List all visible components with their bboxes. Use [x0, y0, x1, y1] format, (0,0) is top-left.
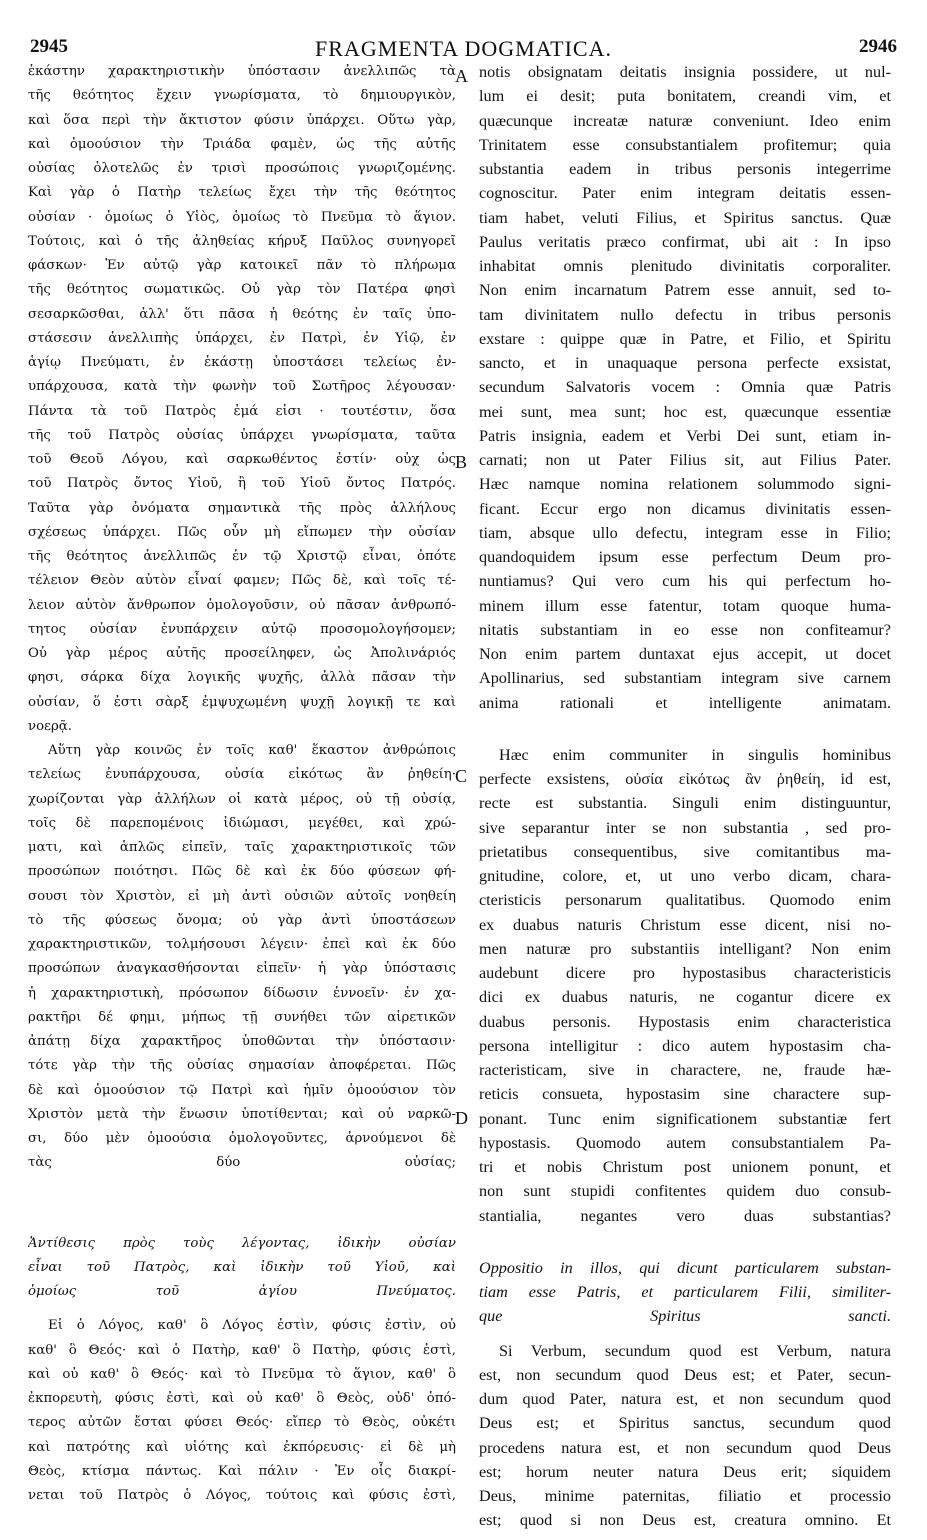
text-line: notis obsignatam deitatis insignia possidere, ut nul- — [479, 63, 891, 81]
text-line: nuntiamus? Qui vero cum his qui perfectum ho- — [479, 572, 891, 591]
text-line: καὶ πατρότης καὶ υἱότης καὶ ἐκπόρευσις· εἰ δὲ μὴ — [28, 1439, 456, 1455]
greek-paragraph-2 — [28, 739, 456, 1176]
text-line: prietatibus consequentibus, sive comitantibus ma- — [479, 842, 891, 861]
text-line: τῆς θεότητος ἀνελλιπῶς ἐν τῷ Χριστῷ εἶναι, ὁπότε — [28, 549, 456, 564]
text-line: dum quod Pater, natura est, et non secundum quod — [479, 1390, 891, 1408]
section-marker-a: A — [455, 66, 468, 86]
text-line: ἀπάτῃ δίχα χαρακτῆρος ὑποθῶνται τὴν ὑπόστασιν· — [28, 1034, 456, 1049]
text-line: τέλειον Θεὸν αὐτὸν εἶναί φαμεν; Πῶς δὲ, καὶ τοῖς τέ- — [28, 573, 456, 589]
text-line: exstare : quippe quæ in Patre, et Filio, et Spiritu — [479, 329, 891, 348]
text-line: duabus personis. Hypostasis enim characteristica — [479, 1012, 891, 1031]
text-line: Si Verbum, secundum quod est Verbum, natura — [499, 1341, 891, 1360]
text-line: recte est substantia. Singuli enim distinguuntur, — [479, 794, 891, 813]
text-line: hypostasis. Quomodo autem consubstantialem Pa- — [479, 1133, 891, 1152]
text-line: Deus est; et Spiritus sanctus, secundum quod — [479, 1414, 891, 1433]
text-line: lum ei desit; puta bonitatem, creandi vim, et — [479, 87, 891, 106]
text-line: Non enim partem duntaxat ejus accepit, ut docet — [479, 645, 891, 663]
text-line: perfecte exsistens, οὐσία εἰκότως ἂν ῥηθείη, id est, — [479, 770, 891, 788]
text-line: τῆς θεότητος ἔχειν γνωρίσματα, τὸ δημιουργικὸν, — [28, 88, 456, 104]
section-marker-c: C — [455, 766, 468, 786]
running-title: FRAGMENTA DOGMATICA. — [315, 36, 612, 61]
text-line: Oppositio in illos, qui dicunt particularem substan- — [479, 1258, 891, 1277]
text-line: τοῦ Πατρὸς ὄντος Υἱοῦ, ἢ τοῦ Υἱοῦ ὄντος Πατρός. — [28, 476, 456, 492]
text-line: προσώπων ἀναγκασθήσονται εἰπεῖν· ἡ γὰρ ὑπόστασις — [28, 961, 456, 977]
text-line: οὐσίαν · ὁμοίως ὁ Υἱὸς, ὁμοίως τὸ Πνεῦμα τὸ ἅγιον. — [28, 209, 456, 225]
text-line: οὐσίας ὁλοτελῶς ἐν τρισὶ προσώποις γνωριζομένης. — [28, 161, 456, 176]
text-line: Χριστὸν μετὰ τὴν ἕνωσιν ὑποτίθενται; καὶ οὐ ναρκῶ- — [28, 1106, 456, 1122]
text-line: cteristicis personarum qualitatibus. Quomodo enim — [479, 891, 891, 910]
text-line: gnitudine, colore, et, ut uno verbo dicam, chara- — [479, 867, 891, 885]
text-line: carnati; non ut Pater Filius sit, aut Filius Pater. — [479, 451, 891, 469]
section-marker-d: D — [455, 1108, 468, 1128]
text-line: ἡ χαρακτηριστικὴ, πρόσωπον δίδωσιν ἐννοεῖν· ἐν χα- — [28, 985, 456, 1001]
text-line: men naturæ pro substantiis intelligant? Non enim — [479, 939, 891, 958]
text-line: χαρακτηριστικῶν, τολμήσουσι λέγειν· ἐπεὶ καὶ ἐκ δύο — [28, 937, 456, 952]
text-line: ἑκάστην χαρακτηριστικὴν ὑπόστασιν ἀνελλιπῶς τὰ — [28, 64, 456, 79]
text-line: ex duabus naturis Christum esse dicent, nisi no- — [479, 915, 891, 934]
text-line: minem illum esse fatentur, totam quoque huma- — [479, 596, 891, 615]
text-line: στάσεσιν ἀνελλιπὴς ὑπάρχει, ἐν Πατρὶ, ἐν Υἱῷ, ἐν — [28, 330, 456, 346]
text-line: Non enim incarnatum Patrem esse annuit, sed to- — [479, 281, 891, 300]
greek-paragraph-1 — [28, 60, 456, 739]
text-line: reticis consueta, hypostasim sine charactere sup- — [479, 1085, 891, 1104]
text-line: stantialia, negantes vero duas substantias? — [479, 1206, 891, 1225]
latin-paragraph-3 — [479, 1339, 891, 1533]
text-line: χωρίζονται γὰρ ἀλλήλων οἱ κατὰ μέρος, οὐ τῇ οὐσίᾳ, — [28, 791, 456, 807]
text-line: tri et nobis Christum post unionem ponunt, et — [479, 1158, 891, 1176]
text-line: νοερᾷ. — [28, 718, 73, 734]
text-line: est; quod si non Deus est, creatura omnino. Et — [479, 1511, 891, 1530]
text-line: anima rationali et intelligente animatam. — [479, 693, 891, 712]
text-line: persona intelligitur : dico autem hypostasim cha- — [479, 1036, 891, 1055]
text-line: προσώπων ποιότησι. Πῶς δὲ καὶ ἐκ δύο φύσεων φή- — [28, 864, 456, 880]
text-line: mei sunt, mea sunt; hoc est, quæcunque essentiæ — [479, 402, 891, 421]
text-line: τοῦ Θεοῦ Λόγου, καὶ σαρκωθέντος ἐστίν· οὐχ ὡς — [28, 452, 456, 467]
text-line: εἶναι τοῦ Πατρὸς, καὶ ἰδικὴν τοῦ Υἱοῦ, καὶ — [28, 1259, 456, 1275]
text-line: καὶ οὐ καθ' ὃ Θεός· καὶ τὸ Πνεῦμα τὸ ἅγιον, καθ' ὃ — [28, 1366, 456, 1382]
text-line: Εἰ ὁ Λόγος, καθ' ὃ Λόγος ἐστὶν, φύσις ἐστὶν, οὐ — [48, 1318, 456, 1334]
latin-column — [479, 60, 891, 1533]
text-line: sancto, et in unaquaque persona perfecte exsistat, — [479, 354, 891, 372]
greek-paragraph-3 — [28, 1314, 456, 1508]
text-line: λειον αὐτὸν ἄνθρωπον ὁμολογοῦσιν, οὐ πᾶσαν ἀνθρωπό- — [28, 597, 456, 613]
text-line: οὐσίαν, ὅ ἐστι σὰρξ ἐμψυχωμένη ψυχῇ λογικῇ τε καὶ — [28, 694, 456, 710]
text-line: inhabitat omnis plenitudo divinitatis corporaliter. — [479, 257, 891, 275]
text-line: καὶ ὅσα περὶ τὴν ἄκτιστον φύσιν ὑπάρχει. Οὕτω γὰρ, — [28, 112, 456, 128]
text-line: audebunt dicere pro hypostasibus characteristicis — [479, 964, 891, 982]
text-line: τητος οὐσίαν ἐνυπάρχειν αὐτῷ προσομολογήσομεν; — [28, 621, 456, 637]
text-line: procedens natura est, et non secundum quod Deus — [479, 1438, 891, 1457]
text-line: ὁμοίως τοῦ ἁγίου Πνεύματος. — [28, 1284, 456, 1299]
text-line: sive separantur inter se non substantia , sed pro- — [479, 818, 891, 837]
text-line: Trinitatem esse consubstantialem profitemur; quia — [479, 135, 891, 154]
text-line: σεσαρκῶσθαι, ἀλλ' ὅτι πᾶσα ἡ θεότης ἐν ταῖς ὑπο- — [28, 306, 456, 322]
text-line: Αὕτη γὰρ κοινῶς ἐν τοῖς καθ' ἕκαστον ἀνθρώποις — [48, 743, 456, 758]
text-line: τερος αὐτῶν ἔσται φύσει Θεός· εἴπερ τὸ Θεὸς, οὐκέτι — [28, 1415, 456, 1431]
left-page-number: 2945 — [30, 36, 68, 57]
text-line: Θεὸς, κτίσμα πάντως. Καὶ πάλιν · Ἐν οἷς διακρί- — [28, 1463, 456, 1479]
text-line: ματι, καὶ ἁπλῶς εἰπεῖν, ταῖς χαρακτηριστικοῖς τῶν — [28, 840, 456, 855]
text-line: ρακτῆρι δέ φημι, μήπως τῇ συνήθει τῶν αἱρετικῶν — [28, 1009, 456, 1025]
text-line: υπάρχουσα, κατὰ τὴν φωνὴν τοῦ Σωτῆρος λέγουσαν· — [28, 379, 456, 395]
text-line: Πάντα τὰ τοῦ Πατρὸς ἐμά εἰσι · τουτέστιν, ὅσα — [28, 403, 456, 419]
text-line: Deus, minime paternitas, filiatio et processio — [479, 1487, 891, 1505]
text-line: quæcunque increatæ naturæ conveniunt. Ideo enim — [479, 111, 891, 130]
text-line: ponant. Tunc enim significationem substantiæ fert — [479, 1109, 891, 1128]
text-line: Hæc namque nomina relationem solummodo signi- — [479, 475, 891, 494]
section-marker-b: B — [455, 452, 468, 472]
text-line: Τούτοις, καὶ ὁ τῆς ἀληθείας κήρυξ Παῦλος συνηγορεῖ — [28, 233, 456, 249]
text-line: tiam, absque ullo defectu, integram esse in Filio; — [479, 523, 891, 542]
text-line: τὸ τῆς φύσεως ὄνομα; οὐ γὰρ ἀντὶ ὑποστάσεων — [28, 912, 456, 928]
text-line: Καὶ γὰρ ὁ Πατὴρ τελείως ἔχει τὴν τῆς θεότητος — [28, 185, 456, 201]
greek-column — [28, 60, 456, 1508]
text-line: tam divinitatem nullo defectu in tribus personis — [479, 305, 891, 324]
text-line: quandoquidem ipsum esse perfectum Deum pro- — [479, 548, 891, 566]
text-line: Patris insignia, eadem et Verbi Dei sunt, etiam in- — [479, 426, 891, 445]
text-line: σχέσεως ὑπάρχει. Πῶς οὖν μὴ εἴπωμεν τὴν οὐσίαν — [28, 524, 456, 540]
text-line: racteristicam, sive in charactere, ne, fraude hæ- — [479, 1061, 891, 1079]
text-line: Ἀντίθεσις πρὸς τοὺς λέγοντας, ἰδικὴν οὐσίαν — [28, 1235, 456, 1251]
greek-section-title — [28, 1232, 456, 1305]
text-line: τῆς τοῦ Πατρὸς οὐσίας ὑπάρχει γνωρίσματα, ταῦτα — [28, 427, 456, 443]
text-line: est; horum neuter natura Deus erit; siquidem — [479, 1462, 891, 1481]
text-line: τῆς θεότητος σωματικῶς. Οὐ γὰρ τὸν Πατέρα φησὶ — [28, 282, 456, 298]
text-line: τότε γὰρ τὴν τῆς οὐσίας σημασίαν ἀποφέρεται. Πῶς — [28, 1058, 456, 1074]
text-line: Hæc enim communiter in singulis hominibus — [499, 745, 891, 764]
text-line: τὰς δύο οὐσίας; — [28, 1155, 456, 1171]
text-line: est, non secundum quod Deus est; et Pater, secun- — [479, 1365, 891, 1384]
text-line: non sunt stupidi confitentes quidem duo consub- — [479, 1182, 891, 1201]
text-line: καθ' ὃ Θεός· καὶ ὁ Πατὴρ, καθ' ὃ Πατὴρ, φύσις ἐστὶ, — [28, 1342, 456, 1358]
text-line: dici ex duabus naturis, ne cogantur dicere ex — [479, 988, 891, 1007]
text-line: νεται τοῦ Πατρὸς ὁ Λόγος, τούτοις καὶ φύσις ἐστὶ, — [28, 1488, 456, 1503]
text-line: τελείως ἐνυπάρχουσα, οὐσία εἰκότως ἂν ῥηθείη· — [28, 767, 456, 783]
text-line: Apollinarius, sed substantiam integram sive carnem — [479, 669, 891, 688]
text-line: que Spiritus sancti. — [479, 1307, 891, 1326]
text-line: ἐκπορευτὴ, φύσις ἐστὶ, καὶ οὐ καθ' ὃ Θεὸς, οὐδ' ὁπό- — [28, 1391, 456, 1406]
text-line: Οὐ γὰρ μέρος αὐτῆς προσείληφεν, ὡς Ἀπολινάριός — [28, 646, 456, 661]
latin-paragraph-2 — [479, 743, 891, 1228]
text-line: τοῖς δὲ παρεπομένοις ἰδιώμασι, μεγέθει, καὶ χρώ- — [28, 815, 456, 831]
text-line: secundum Salvatoris vocem : Omnia quæ Patris — [479, 378, 891, 397]
text-line: ficant. Eccur ergo non dicamus divinitatis essen- — [479, 499, 891, 518]
latin-section-title — [479, 1256, 891, 1329]
text-line: καὶ ὁμοούσιον τὴν Τριάδα φαμὲν, ὡς τῆς αὐτῆς — [28, 136, 456, 152]
text-line: σουσι τὸν Χριστὸν, εἰ μὴ ἀντὶ οὐσιῶν αὐτοῖς νοηθείη — [28, 888, 456, 904]
text-line: tiam esse Patris, et particularem Filii, similiter- — [479, 1283, 891, 1301]
text-line: δὲ καὶ ὁμοούσιον τῷ Πατρὶ καὶ ἡμῖν ὁμοούσιον τὸν — [28, 1082, 456, 1098]
text-line: tiam habet, veluti Filius, et Spiritus sanctus. Quæ — [479, 208, 891, 227]
text-line: substantia eadem in tribus personis integerrime — [479, 160, 891, 178]
right-page-number: 2946 — [859, 36, 897, 57]
text-line: φάσκων· Ἐν αὐτῷ γὰρ κατοικεῖ πᾶν τὸ πλήρωμα — [28, 258, 456, 273]
text-line: Paulus veritatis præco confirmat, ubi ait : In ipso — [479, 232, 891, 251]
text-line: nitatis substantiam in eo esse non confiteamur? — [479, 620, 891, 639]
text-line: φησι, σάρκα δίχα λογικῆς ψυχῆς, ἀλλὰ πᾶσαν τὴν — [28, 670, 456, 686]
latin-paragraph-1 — [479, 60, 891, 715]
text-line: σι, δύο μὲν ὁμοούσια ὁμολογοῦντες, ἀρνούμενοι δὲ — [28, 1131, 456, 1146]
text-line: ἁγίῳ Πνεύματι, ἐν ἑκάστῃ ὑποστάσει τελείως ἐν- — [28, 355, 456, 370]
text-line: cognoscitur. Pater enim integram deitatis essen- — [479, 184, 891, 203]
text-line: Ταῦτα γὰρ ὀνόματα σημαντικὰ τῆς πρὸς ἀλλήλους — [28, 500, 456, 516]
page-header — [0, 0, 927, 60]
